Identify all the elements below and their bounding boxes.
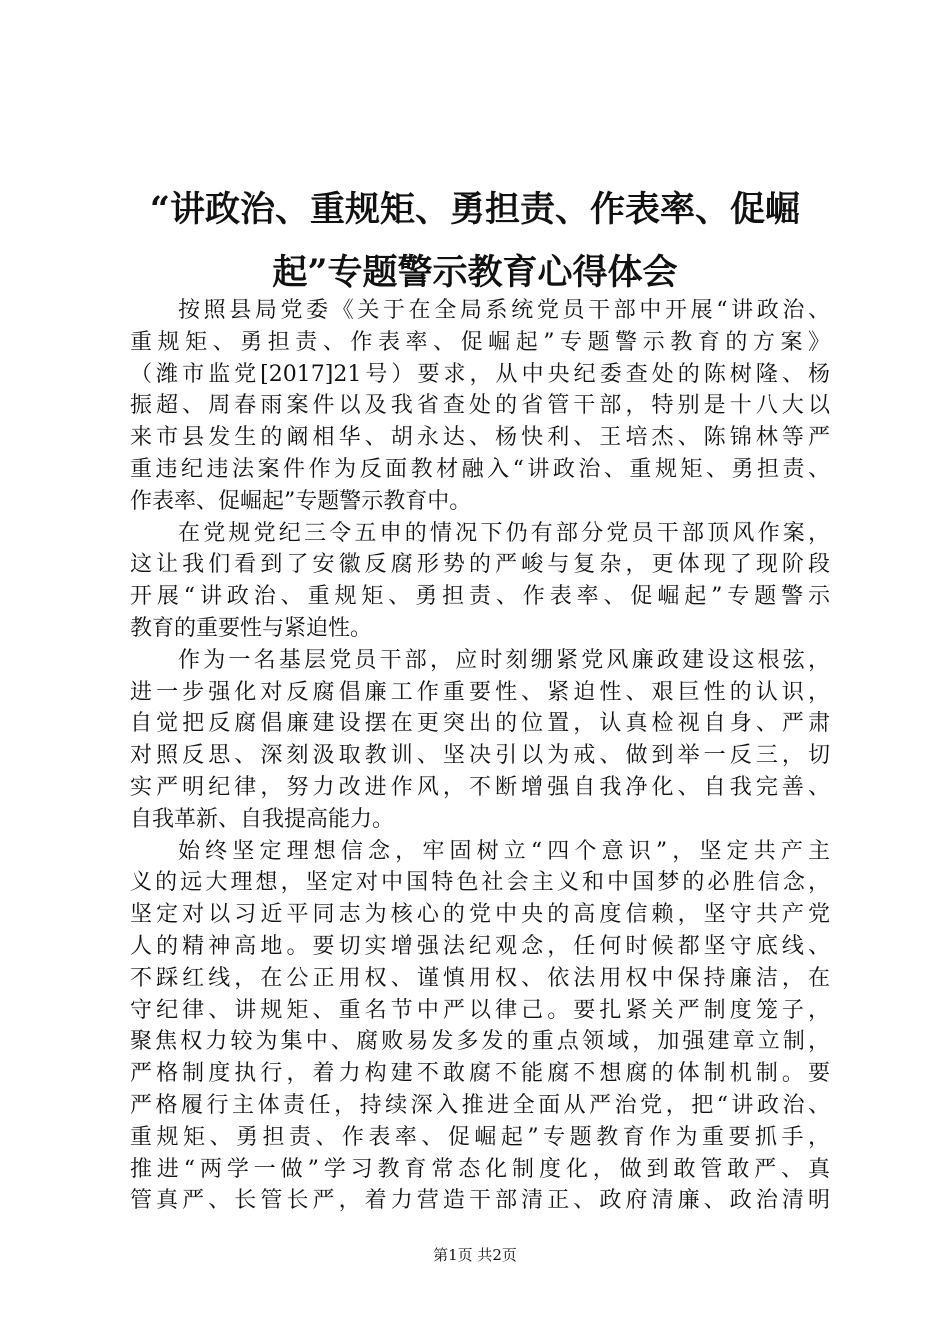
text-line: 自我革新、自我提高能力。 xyxy=(130,806,395,832)
text-line: 振超、周春雨案件以及我省查处的省管干部，特别是十八大以 xyxy=(130,393,830,419)
text-line: 在党规党纪三令五申的情况下仍有部分党员干部顶风作案， xyxy=(178,520,830,546)
document-body xyxy=(130,295,830,1217)
page-footer: 第1页 共2页 xyxy=(433,1246,517,1264)
paragraph-3 xyxy=(130,645,830,836)
text-line: 重规矩、勇担责、作表率、促崛起”专题教育作为重要抓手， xyxy=(130,1124,830,1150)
text-line: 坚定对以习近平同志为核心的党中央的高度信赖，坚守共产党 xyxy=(130,902,830,928)
text-line: 开展“讲政治、重规矩、勇担责、作表率、促崛起”专题警示 xyxy=(130,584,830,610)
text-line: 作表率、促崛起”专题警示教育中。 xyxy=(130,488,472,514)
text-line: 重违纪违法案件作为反面教材融入“讲政治、重规矩、勇担责、 xyxy=(130,456,830,482)
paragraph-1 xyxy=(130,295,830,518)
text-line: 推进“两学一做”学习教育常态化制度化，做到敢管敢严、真 xyxy=(130,1156,830,1182)
text-line: 实严明纪律，努力改进作风，不断增强自我净化、自我完善、 xyxy=(130,774,830,800)
text-line: 进一步强化对反腐倡廉工作重要性、紧迫性、艰巨性的认识， xyxy=(130,679,830,705)
text-line: 聚焦权力较为集中、腐败易发多发的重点领域，加强建章立制， xyxy=(130,1029,830,1055)
text-line: 按照县局党委《关于在全局系统党员干部中开展“讲政治、 xyxy=(178,298,830,323)
title-line: “讲政治、重规矩、勇担责、作表率、促崛 xyxy=(149,189,801,230)
text-line: 守纪律、讲规矩、重名节中严以律己。要扎紧关严制度笼子， xyxy=(130,997,830,1023)
text-line: 重规矩、勇担责、作表率、促崛起”专题警示教育的方案》 xyxy=(130,329,830,355)
text-line: 管真严、长管长严，着力营造干部清正、政府清廉、政治清明 xyxy=(130,1188,830,1214)
text-line: 始终坚定理想信念，牢固树立“四个意识”，坚定共产主 xyxy=(178,838,830,864)
text-line: （潍市监党[2017]21号）要求，从中央纪委查处的陈树隆、杨 xyxy=(130,361,830,387)
text-line: 教育的重要性与紧迫性。 xyxy=(130,615,373,641)
text-line: 义的远大理想，坚定对中国特色社会主义和中国梦的必胜信念， xyxy=(130,870,830,896)
text-line: 不踩红线，在公正用权、谨慎用权、依法用权中保持廉洁，在 xyxy=(130,965,830,991)
text-line: 来市县发生的阚相华、胡永达、杨快利、王培杰、陈锦林等严 xyxy=(130,425,830,451)
paragraph-2 xyxy=(130,518,830,645)
paragraph-4 xyxy=(130,836,830,1218)
document-title xyxy=(80,178,870,304)
text-line: 严格履行主体责任，持续深入推进全面从严治党，把“讲政治、 xyxy=(130,1092,830,1118)
text-line: 对照反思、深刻汲取教训、坚决引以为戒、做到举一反三，切 xyxy=(130,743,830,769)
text-line: 人的精神高地。要切实增强法纪观念，任何时候都坚守底线、 xyxy=(130,933,830,959)
text-line: 自觉把反腐倡廉建设摆在更突出的位置，认真检视自身、严肃 xyxy=(130,711,830,737)
title-line: 起”专题警示教育心得体会 xyxy=(272,252,678,293)
text-line: 这让我们看到了安徽反腐形势的严峻与复杂，更体现了现阶段 xyxy=(130,552,830,578)
text-line: 严格制度执行，着力构建不敢腐不能腐不想腐的体制机制。要 xyxy=(130,1061,830,1087)
text-line: 作为一名基层党员干部，应时刻绷紧党风廉政建设这根弦， xyxy=(178,647,830,673)
